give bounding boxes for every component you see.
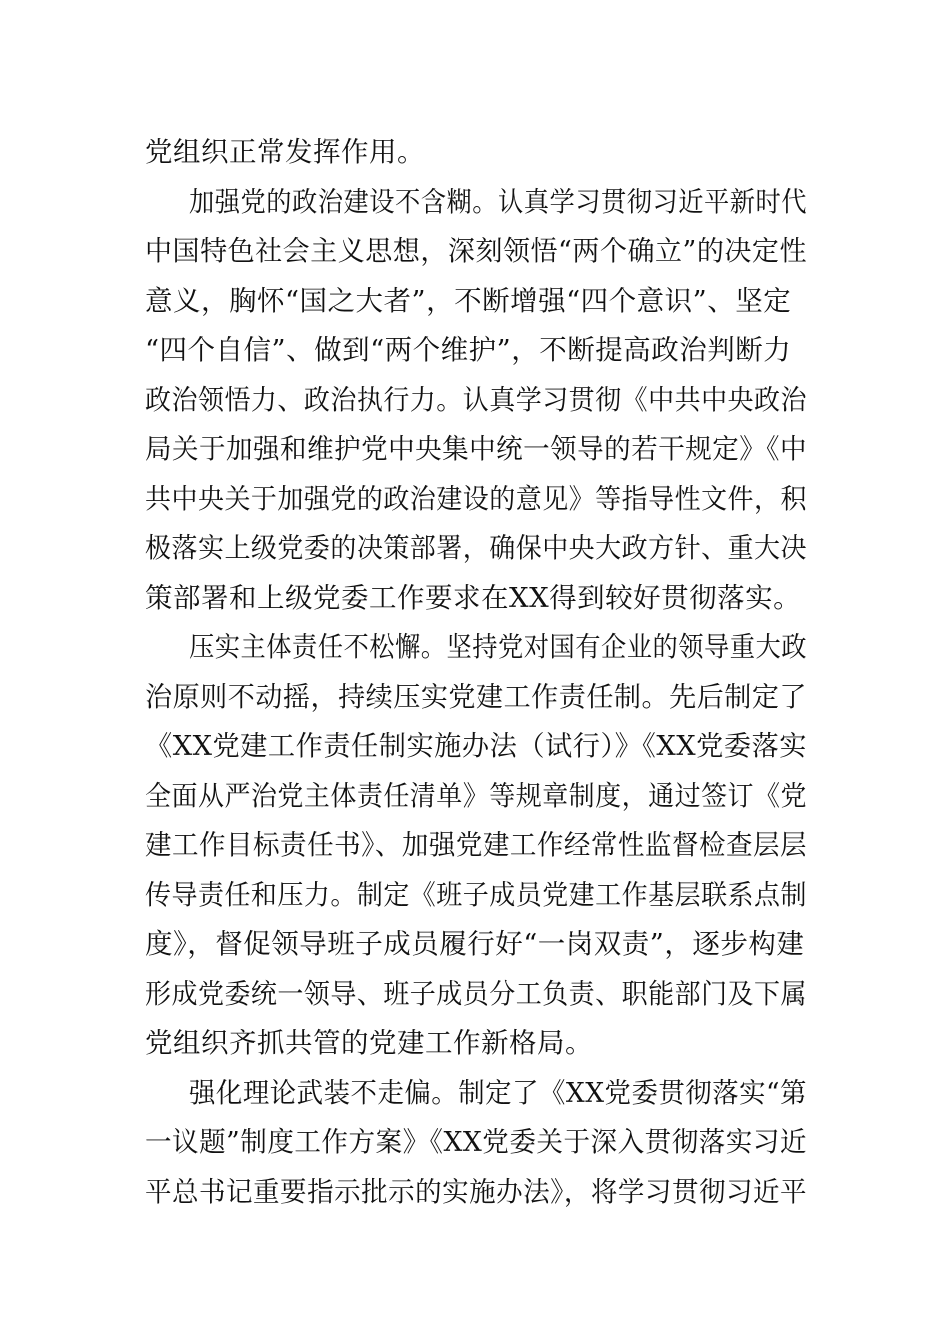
text-line: 策部署和上级党委工作要求在XX得到较好贯彻落实。 — [145, 581, 802, 614]
paragraph-first-line: 强化理论武装不走偏。制定了《XX党委贯彻落实“第 — [188, 1076, 807, 1109]
text-line: 《XX党建工作责任制实施办法（试行）》《XX党委落实 — [145, 730, 807, 762]
text-line: 极落实上级党委的决策部署，确保中央大政方针、重大决 — [145, 532, 807, 564]
text-line: 意义，胸怀“国之大者”，不断增强“四个意识”、坚定 — [145, 284, 792, 317]
text-line: 建工作目标责任书》、加强党建工作经常性监督检查层层 — [145, 829, 807, 861]
text-line: 全面从严治党主体责任清单》等规章制度，通过签订《党 — [145, 779, 807, 812]
text-line: 一议题”制度工作方案》《XX党委关于深入贯彻落实习近 — [145, 1126, 807, 1158]
text-line: 度》，督促领导班子成员履行好“一岗双责”，逐步构建 — [145, 928, 805, 960]
paragraph-first-line: 压实主体责任不松懈。坚持党对国有企业的领导重大政 — [188, 631, 807, 663]
text-line: 政治领悟力、政治执行力。认真学习贯彻《中共中央政治 — [145, 383, 807, 416]
text-line: 中国特色社会主义思想，深刻领悟“两个确立”的决定性 — [145, 235, 807, 267]
text-line: 平总书记重要指示批示的实施办法》，将学习贯彻习近平 — [145, 1175, 807, 1208]
text-line: 局关于加强和维护党中央集中统一领导的若干规定》《中 — [145, 433, 807, 465]
text-line: 传导责任和压力。制定《班子成员党建工作基层联系点制 — [145, 878, 807, 911]
text-line: “四个自信”、做到“两个维护”，不断提高政治判断力 — [145, 334, 792, 366]
paragraph-first-line: 加强党的政治建设不含糊。认真学习贯彻习近平新时代 — [188, 185, 807, 218]
body-text — [145, 128, 807, 1217]
text-line: 党组织正常发挥作用。 — [145, 136, 425, 168]
text-line: 形成党委统一领导、班子成员分工负责、职能部门及下属 — [145, 977, 807, 1010]
text-line: 治原则不动摇，持续压实党建工作责任制。先后制定了 — [145, 680, 807, 713]
text-line: 党组织齐抓共管的党建工作新格局。 — [145, 1027, 593, 1059]
text-line: 共中央关于加强党的政治建设的意见》等指导性文件，积 — [145, 482, 807, 515]
